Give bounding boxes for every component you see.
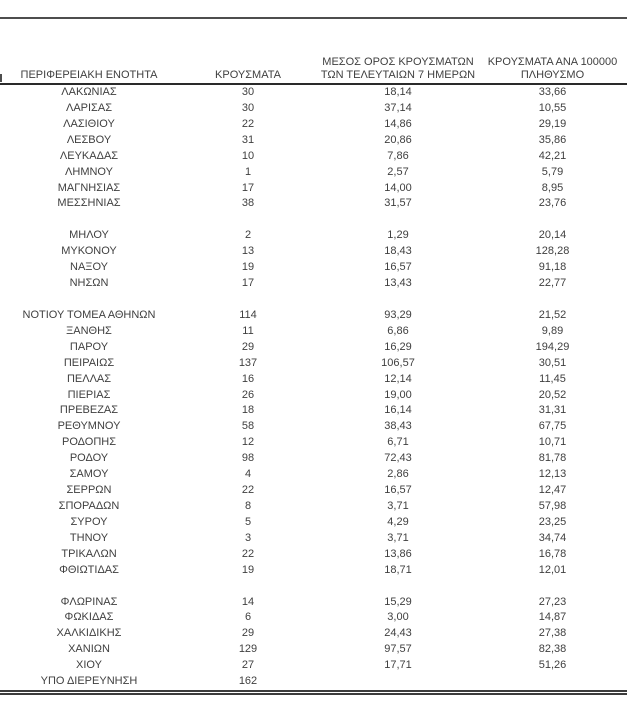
region-cell: ΣΠΟΡΑΔΩΝ <box>58 499 120 512</box>
column-header-region <box>0 69 178 82</box>
avg7-cell: 2,57 <box>387 165 409 178</box>
region-cell: ΤΗΝΟΥ <box>69 531 109 544</box>
column-header-avg7-line2: ΤΩΝ ΤΕΛΕΥΤΑΙΩΝ 7 ΗΜΕΡΩΝ <box>320 68 476 81</box>
cases-cell: 26 <box>241 388 255 401</box>
per100k-cell: 12,47 <box>538 484 567 497</box>
avg7-cell: 14,00 <box>384 181 412 194</box>
avg7-cell: 93,29 <box>384 308 412 321</box>
table-row <box>0 165 627 181</box>
region-cell: ΜΗΛΟΥ <box>69 229 109 242</box>
cases-cell: 17 <box>241 277 255 290</box>
region-cell: ΦΛΩΡΙΝΑΣ <box>60 595 118 608</box>
region-cell: ΠΕΙΡΑΙΩΣ <box>63 356 115 369</box>
region-cell: ΧΑΝΙΩΝ <box>68 643 110 656</box>
cases-cell: 30 <box>241 86 255 98</box>
per100k-cell: 10,55 <box>538 101 567 114</box>
per100k-cell: 34,74 <box>538 531 567 544</box>
cases-cell: 162 <box>238 675 258 688</box>
region-cell: ΝΗΣΩΝ <box>69 277 109 290</box>
avg7-cell: 24,43 <box>384 627 412 640</box>
avg7-cell: 19,00 <box>384 388 412 401</box>
table-row <box>0 196 627 212</box>
table-row <box>0 403 627 419</box>
region-cell: ΧΑΛΚΙΔΙΚΗΣ <box>56 627 122 640</box>
section-gap <box>0 212 627 228</box>
table-row <box>0 149 627 165</box>
region-cell: ΤΡΙΚΑΛΩΝ <box>61 547 117 560</box>
per100k-cell: 20,14 <box>538 229 567 242</box>
region-cell: ΜΥΚΟΝΟΥ <box>61 245 117 258</box>
table-row <box>0 356 627 372</box>
per100k-cell: 9,89 <box>541 324 564 337</box>
avg7-cell: 2,86 <box>387 468 409 481</box>
region-cell: ΝΑΞΟΥ <box>70 261 108 274</box>
per100k-cell: 21,52 <box>538 308 567 321</box>
avg7-cell: 14,86 <box>384 117 412 130</box>
per100k-cell: 30,51 <box>538 356 567 369</box>
table-row <box>0 658 627 674</box>
cases-cell: 16 <box>241 372 255 385</box>
per100k-cell: 29,19 <box>538 117 567 130</box>
avg7-cell: 72,43 <box>384 452 412 465</box>
per100k-cell: 5,79 <box>541 165 564 178</box>
cases-cell: 29 <box>241 627 255 640</box>
avg7-cell: 6,86 <box>387 324 409 337</box>
avg7-cell: 38,43 <box>384 420 412 433</box>
per100k-cell: 23,25 <box>538 515 567 528</box>
avg7-cell: 97,57 <box>384 643 412 656</box>
cases-cell: 22 <box>241 484 255 497</box>
region-cell: ΛΕΣΒΟΥ <box>66 133 112 146</box>
per100k-cell: 67,75 <box>538 420 567 433</box>
column-header-avg7-line1: ΜΕΣΟΣ ΟΡΟΣ ΚΡΟΥΣΜΑΤΩΝ <box>322 56 474 68</box>
table-row <box>0 451 627 467</box>
cases-cell: 18 <box>241 404 255 417</box>
cases-cell: 129 <box>238 643 258 656</box>
region-cell: ΠΙΕΡΙΑΣ <box>67 388 111 401</box>
region-cell: ΦΩΚΙΔΑΣ <box>64 611 114 624</box>
column-header-cases <box>178 69 318 82</box>
avg7-cell: 13,86 <box>384 547 412 560</box>
table-row <box>0 372 627 388</box>
column-header-per100k <box>478 56 627 81</box>
table-row <box>0 260 627 276</box>
cases-cell: 1 <box>244 165 252 178</box>
table-row <box>0 610 627 626</box>
region-cell: ΠΕΛΛΑΣ <box>66 372 112 385</box>
avg7-cell: 3,71 <box>387 531 409 544</box>
table-row <box>0 181 627 197</box>
cases-cell: 11 <box>242 324 254 337</box>
avg7-cell: 106,57 <box>381 356 415 369</box>
column-header-avg7 <box>318 56 478 81</box>
per100k-cell: 12,13 <box>538 468 567 481</box>
table-row <box>0 324 627 340</box>
cases-cell: 58 <box>241 420 255 433</box>
cases-cell: 2 <box>244 229 252 242</box>
cases-cell: 3 <box>244 531 252 544</box>
table-row <box>0 547 627 563</box>
cases-cell: 38 <box>241 197 255 210</box>
column-header-region-line1: ΠΕΡΙΦΕΡΕΙΑΚΗ ΕΝΟΤΗΤΑ <box>20 68 158 81</box>
region-cell: ΡΟΔΟΠΗΣ <box>61 436 117 449</box>
table-row <box>0 244 627 260</box>
avg7-cell: 31,57 <box>384 197 412 210</box>
table-row <box>0 483 627 499</box>
column-header-per100k-line2: ΠΛΗΘΥΣΜΟ <box>520 68 585 81</box>
column-header-cases-line1: ΚΡΟΥΣΜΑΤΑ <box>215 68 281 81</box>
table-row <box>0 595 627 611</box>
cases-cell: 19 <box>241 261 255 274</box>
cases-cell: 14 <box>241 595 255 608</box>
table-row <box>0 499 627 515</box>
per100k-cell: 57,98 <box>538 499 567 512</box>
table-row <box>0 674 627 690</box>
cases-cell: 137 <box>238 356 258 369</box>
avg7-cell: 20,86 <box>384 133 412 146</box>
avg7-cell: 3,71 <box>387 499 409 512</box>
section-gap <box>0 579 627 595</box>
per100k-cell: 81,78 <box>538 452 567 465</box>
table-header-row <box>0 44 627 85</box>
avg7-cell: 16,57 <box>384 484 412 497</box>
region-cell: ΧΙΟΥ <box>76 659 102 672</box>
avg7-cell: 1,29 <box>387 229 409 242</box>
per100k-cell: 33,66 <box>538 86 567 98</box>
region-cell: ΛΑΡΙΣΑΣ <box>65 101 112 114</box>
region-cell: ΛΑΣΙΘΙΟΥ <box>63 117 115 130</box>
per100k-cell: 27,23 <box>538 595 567 608</box>
region-cell: ΝΟΤΙΟΥ ΤΟΜΕΑ ΑΘΗΝΩΝ <box>22 308 156 321</box>
per100k-cell: 8,95 <box>541 181 564 194</box>
per100k-cell: 23,76 <box>538 197 567 210</box>
per100k-cell: 20,52 <box>538 388 567 401</box>
region-cell: ΜΑΓΝΗΣΙΑΣ <box>57 181 121 194</box>
cases-cell: 5 <box>244 515 252 528</box>
cases-cell: 114 <box>239 308 257 321</box>
region-cell: ΛΗΜΝΟΥ <box>65 165 113 178</box>
table-row <box>0 642 627 658</box>
cases-cell: 4 <box>244 468 252 481</box>
table-row <box>0 133 627 149</box>
avg7-cell: 18,71 <box>384 563 412 576</box>
cases-cell: 10 <box>241 149 255 162</box>
table-row <box>0 85 627 101</box>
avg7-cell: 7,86 <box>387 149 409 162</box>
table-row <box>0 435 627 451</box>
cases-cell: 13 <box>241 245 255 258</box>
avg7-cell: 17,71 <box>384 659 412 672</box>
per100k-cell: 51,26 <box>538 659 567 672</box>
table-row <box>0 308 627 324</box>
avg7-cell: 16,14 <box>384 404 412 417</box>
table-row <box>0 515 627 531</box>
table-row <box>0 388 627 404</box>
cases-cell: 29 <box>241 340 255 353</box>
cases-cell: 22 <box>241 117 255 130</box>
region-cell: ΛΑΚΩΝΙΑΣ <box>61 86 117 98</box>
region-cell: ΛΕΥΚΑΔΑΣ <box>59 149 119 162</box>
per100k-cell: 11,45 <box>539 372 566 385</box>
region-cell: ΞΑΝΘΗΣ <box>66 324 112 337</box>
cases-cell: 19 <box>241 563 255 576</box>
table-row <box>0 228 627 244</box>
table-row <box>0 626 627 642</box>
top-rule <box>0 17 627 19</box>
region-cell: ΦΘΙΩΤΙΔΑΣ <box>59 563 119 576</box>
per100k-cell: 35,86 <box>538 133 567 146</box>
avg7-cell: 12,14 <box>384 372 412 385</box>
region-cell: ΠΡΕΒΕΖΑΣ <box>59 404 119 417</box>
table-body <box>0 85 627 690</box>
avg7-cell: 3,00 <box>387 611 409 624</box>
cases-cell: 12 <box>241 436 255 449</box>
per100k-cell: 14,87 <box>538 611 567 624</box>
table-row <box>0 276 627 292</box>
cases-cell: 6 <box>244 611 252 624</box>
cases-cell: 8 <box>244 499 252 512</box>
regional-cases-table <box>0 44 627 695</box>
per100k-cell: 12,01 <box>538 563 567 576</box>
cases-cell: 98 <box>241 452 255 465</box>
per100k-cell: 82,38 <box>538 643 567 656</box>
per100k-cell: 128,28 <box>535 245 570 258</box>
region-cell: ΥΠΟ ΔΙΕΡΕΥΝΗΣΗ <box>40 675 138 688</box>
per100k-cell: 194,29 <box>535 340 570 353</box>
region-cell: ΜΕΣΣΗΝΙΑΣ <box>57 197 121 210</box>
column-header-per100k-line1: ΚΡΟΥΣΜΑΤΑ ΑΝΑ 100000 <box>487 56 618 68</box>
per100k-cell: 42,21 <box>538 149 567 162</box>
per100k-cell: 16,78 <box>538 547 567 560</box>
table-row <box>0 563 627 579</box>
avg7-cell: 15,29 <box>384 595 412 608</box>
per100k-cell: 91,18 <box>538 261 567 274</box>
avg7-cell: 13,43 <box>384 277 412 290</box>
cases-cell: 22 <box>241 547 255 560</box>
avg7-cell: 18,43 <box>384 245 412 258</box>
avg7-cell: 16,57 <box>384 261 412 274</box>
cases-cell: 30 <box>241 101 255 114</box>
table-row <box>0 531 627 547</box>
per100k-cell: 27,38 <box>538 627 567 640</box>
avg7-cell: 4,29 <box>387 515 409 528</box>
region-cell: ΣΕΡΡΩΝ <box>66 484 112 497</box>
region-cell: ΡΟΔΟΥ <box>69 452 109 465</box>
avg7-cell: 6,71 <box>387 436 409 449</box>
cases-cell: 27 <box>241 659 255 672</box>
per100k-cell: 31,31 <box>538 404 567 417</box>
section-gap <box>0 292 627 308</box>
cases-cell: 17 <box>241 181 255 194</box>
per100k-cell: 10,71 <box>538 436 567 449</box>
region-cell: ΣΥΡΟΥ <box>70 515 108 528</box>
per100k-cell: 22,77 <box>538 277 567 290</box>
table-row <box>0 101 627 117</box>
cases-cell: 31 <box>241 133 255 146</box>
avg7-cell: 18,14 <box>384 86 412 98</box>
region-cell: ΡΕΘΥΜΝΟΥ <box>57 420 121 433</box>
avg7-cell: 16,29 <box>384 340 412 353</box>
table-row <box>0 117 627 133</box>
region-cell: ΣΑΜΟΥ <box>69 468 109 481</box>
region-cell: ΠΑΡΟΥ <box>69 340 109 353</box>
bottom-double-rule <box>0 690 627 695</box>
table-row <box>0 467 627 483</box>
avg7-cell: 37,14 <box>384 101 412 114</box>
table-row <box>0 340 627 356</box>
table-row <box>0 419 627 435</box>
